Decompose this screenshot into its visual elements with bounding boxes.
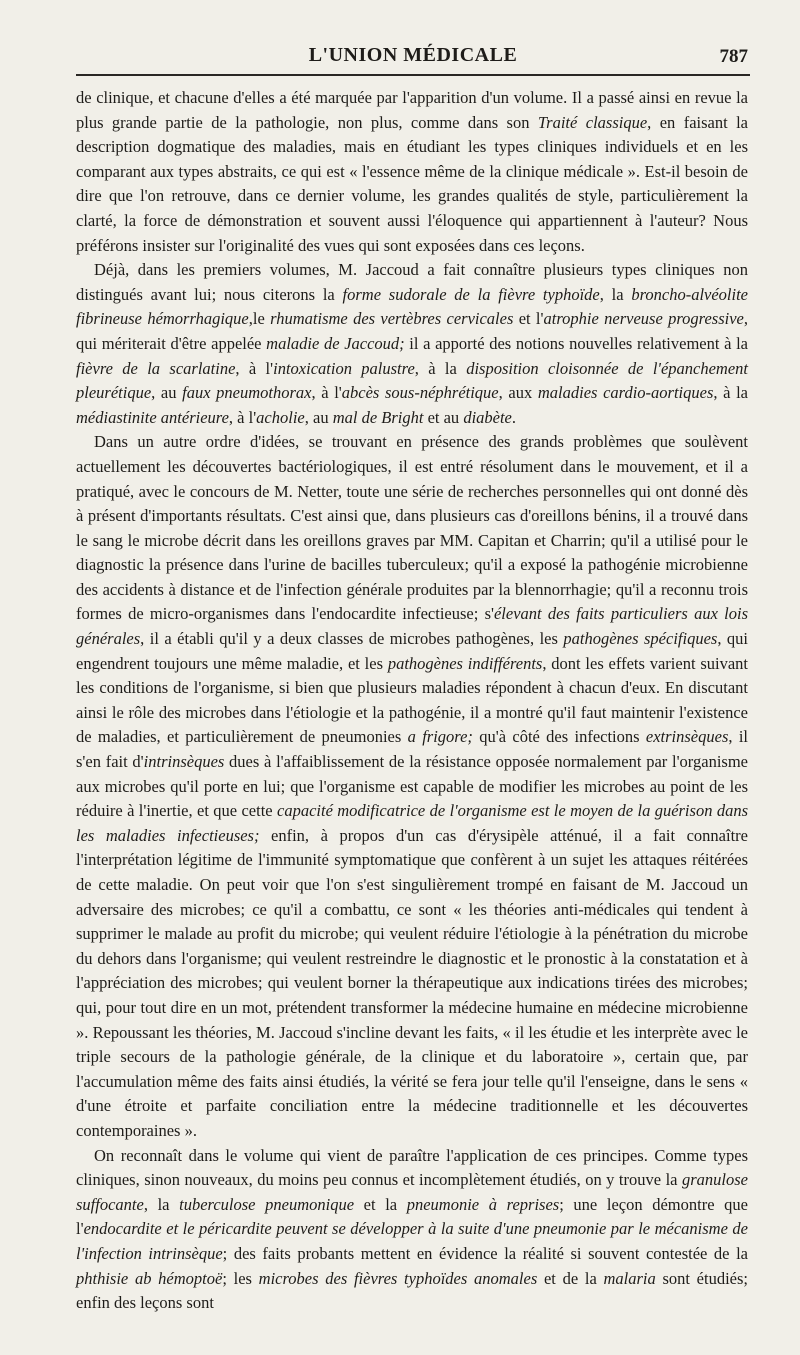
- text-run: sont étudiés; enfin des leçons sont: [76, 1268, 748, 1313]
- page-number: 787: [719, 46, 748, 67]
- text-run: dues à l'affaiblissement de la résistance opposée normalement par l'organisme aux microbes qu'il porte en lui; que l'organisme est capable de modifier les microbes au point de les réduire à l'inertie, et que cette: [76, 752, 748, 821]
- text-run: On reconnaît dans le volume qui vient de paraître l'application de ces principes. Comme types cliniques, sinon nouveaux, du moins peu connus et incomplètement étudiés, on y trouve la: [76, 1145, 748, 1190]
- text-run: , qui engendrent toujours une même maladie, et les: [76, 629, 749, 673]
- italic-text-run: tuberculose pneumonique: [179, 1194, 355, 1214]
- text-run: , aux: [498, 383, 538, 403]
- italic-text-run: maladie de Jaccoud;: [266, 333, 405, 353]
- italic-text-run: granulose suffocante: [76, 1170, 748, 1214]
- italic-text-run: acholie: [256, 407, 305, 427]
- text-run: enfin, à propos d'un cas d'érysipèle atténué, il a fait connaître l'interprétation légitime de l'immunité symptomatique que confèrent à un sujet les attaques réitérées de cette maladie. On peut voir que l'on s'est singulièrement trompé en faisant de M. Jaccoud un adversaire des microbes; ce qu'il a combattu, ce sont « les théories anti-médicales qui tendent à supprimer le malade au profit du microbe; qui veulent réduire l'étiologie à la pénétration du microbe du dehors dans l'organisme; qui veulent restreindre le diagnostic et le pronostic à la constatation et à l'appréciation des microbes; qui veulent borner la thérapeutique aux indications tirées des microbes; qui, pour tout dire en un mot, prétendent transformer la médecine humaine en médecine microbienne ». Repoussant les théories, M. Jaccoud s'incline devant les faits, « il les étudie et les interprète avec le triple secours de la pathologie générale, de la clinique et du laboratoire », certain que, par l'accumulation même des faits ainsi étudiés, la vérité se fera jour telle qu'il l'enseigne, dans le sens « d'une étroite et parfaite conciliation entre la médecine traditionnelle et les découvertes contemporaines ».: [76, 825, 748, 1140]
- paragraph: [76, 258, 748, 430]
- text-run: et de la: [537, 1268, 604, 1288]
- text-run: , au: [304, 407, 333, 427]
- italic-text-run: élevant des faits particuliers aux lois générales: [76, 604, 748, 649]
- text-run: , dont les effets varient suivant les conditions de l'organisme, si bien que plusieurs maladies répondent à chacun d'eux. En discutant ainsi le rôle des microbes dans l'étiologie et la pathogénie, il a montré qu'il faut maintenir l'existence de maladies, et particulièrement de pneumonies: [76, 653, 749, 747]
- text-run: ; une leçon démontre que l': [76, 1194, 748, 1239]
- text-run: , à la: [713, 383, 749, 403]
- text-run: , à l': [235, 358, 274, 378]
- text-run: , la: [143, 1194, 180, 1214]
- text-run: ; des faits probants mettent en évidence la réalité si souvent contestée de la: [222, 1243, 748, 1263]
- italic-text-run: rhumatisme des vertèbres cervicales: [270, 309, 514, 329]
- text-run: Dans un autre ordre d'idées, se trouvant en présence des grands problèmes que soulèvent actuellement les découvertes bactériologiques, il est entré résolument dans le mouvement, et il a pratiqué, avec le concours de M. Netter, toute une série de recherches personnelles qui ont donné dès à présent d'importants résultats. C'est ainsi que, dans plusieurs cas d'oreillons bénins, il a trouvé dans le sang le microbe décrit dans les oreillons graves par MM. Capitan et Charrin; qu'il a utilisé pour le diagnostic la présence dans l'urine de bacilles tuberculeux; qu'il a exposé la pathogénie microbienne des accidents à distance et de l'infection générale produites par la blennorrhagie; qu'il a reconnu trois formes de micro-organismes dans l'endocardite infectieuse; s': [76, 432, 748, 624]
- italic-text-run: pathogènes indifférents: [387, 653, 543, 673]
- text-run: , au: [151, 383, 183, 403]
- italic-text-run: pneumonie à reprises: [406, 1194, 560, 1214]
- italic-text-run: maladies cardio-aortiques: [537, 383, 714, 403]
- italic-text-run: capacité modificatrice de l'organisme est le moyen de la guérison dans les maladies infectieuses;: [76, 801, 748, 845]
- text-run: et l': [513, 309, 544, 329]
- text-run: il a apporté des notions nouvelles relativement à la: [404, 333, 748, 353]
- text-run: et la: [354, 1194, 407, 1214]
- italic-text-run: atrophie nerveuse progressive: [543, 309, 744, 329]
- header-rule: [76, 74, 750, 76]
- text-run: , il a établi qu'il y a deux classes de microbes pathogènes, les: [140, 629, 564, 649]
- italic-text-run: fièvre de la scarlatine: [76, 358, 236, 378]
- text-run: ; les: [222, 1268, 259, 1288]
- text-run: et au: [423, 407, 464, 427]
- text-run: ,le: [248, 309, 271, 329]
- italic-text-run: endocardite et le péricardite peuvent se développer à la suite d'une pneumonie par le mécanisme de l'infection intrinsèque: [76, 1219, 748, 1263]
- paragraph: [76, 86, 748, 258]
- italic-text-run: abcès sous-néphrétique: [341, 383, 499, 403]
- running-title: L'UNION MÉDICALE: [308, 44, 518, 66]
- page-header: [78, 44, 748, 74]
- text-run: , en faisant la description dogmatique des maladies, mais en étudiant les types cliniques individuels et en les comparant aux types abstraits, ce qui est « l'essence même de la clinique médicale ». Est-il besoin de dire que l'on retrouve, dans ce dernier volume, les grandes qualités de style, particulièrement la clarté, la force de démonstration et souvent aussi l'éloquence qui appartiennent à l'auteur? Nous préférons insister sur l'originalité des vues qui sont exposées dans ces leçons.: [76, 112, 749, 255]
- text-run: de clinique, et chacune d'elles a été marquée par l'apparition d'un volume. Il a passé ainsi en revue la plus grande partie de la pathologie, non plus, comme dans son: [76, 88, 748, 132]
- text-run: , à l': [228, 407, 257, 427]
- italic-text-run: intrinsèques: [143, 752, 225, 772]
- paragraph: [76, 430, 748, 1143]
- italic-text-run: pathogènes spécifiques: [563, 629, 718, 649]
- body-text: [76, 86, 748, 1316]
- italic-text-run: microbes des fièvres typhoïdes anomales: [258, 1268, 538, 1288]
- italic-text-run: faux pneumothorax: [182, 383, 312, 403]
- text-run: , à l': [311, 383, 342, 403]
- text-run: , il s'en fait d': [76, 727, 748, 772]
- text-run: Déjà, dans les premiers volumes, M. Jaccoud a fait connaître plusieurs types cliniques non distingués avant lui; nous citerons la: [76, 260, 748, 304]
- italic-text-run: mal de Bright: [332, 407, 424, 427]
- italic-text-run: diabète: [463, 407, 512, 427]
- text-run: , la: [599, 284, 632, 304]
- italic-text-run: broncho-alvéolite fibrineuse hémorrhagique: [76, 284, 748, 329]
- italic-text-run: Traité classique: [537, 112, 648, 132]
- text-run: qu'à côté des infections: [472, 727, 646, 747]
- paragraph: [76, 1144, 748, 1316]
- italic-text-run: disposition cloisonnée de l'épanchement pleurétique: [76, 358, 748, 403]
- italic-text-run: extrinsèques: [645, 727, 729, 747]
- italic-text-run: intoxication palustre: [273, 358, 415, 378]
- text-run: , à la: [414, 358, 467, 378]
- italic-text-run: a frigore;: [407, 727, 473, 747]
- text-run: , qui mériterait d'être appelée: [76, 309, 748, 353]
- italic-text-run: phthisie ab hémoptoë: [76, 1268, 223, 1288]
- text-run: .: [511, 407, 517, 427]
- italic-text-run: forme sudorale de la fièvre typhoïde: [342, 284, 600, 304]
- italic-text-run: médiastinite antérieure: [76, 407, 229, 427]
- italic-text-run: malaria: [603, 1268, 656, 1288]
